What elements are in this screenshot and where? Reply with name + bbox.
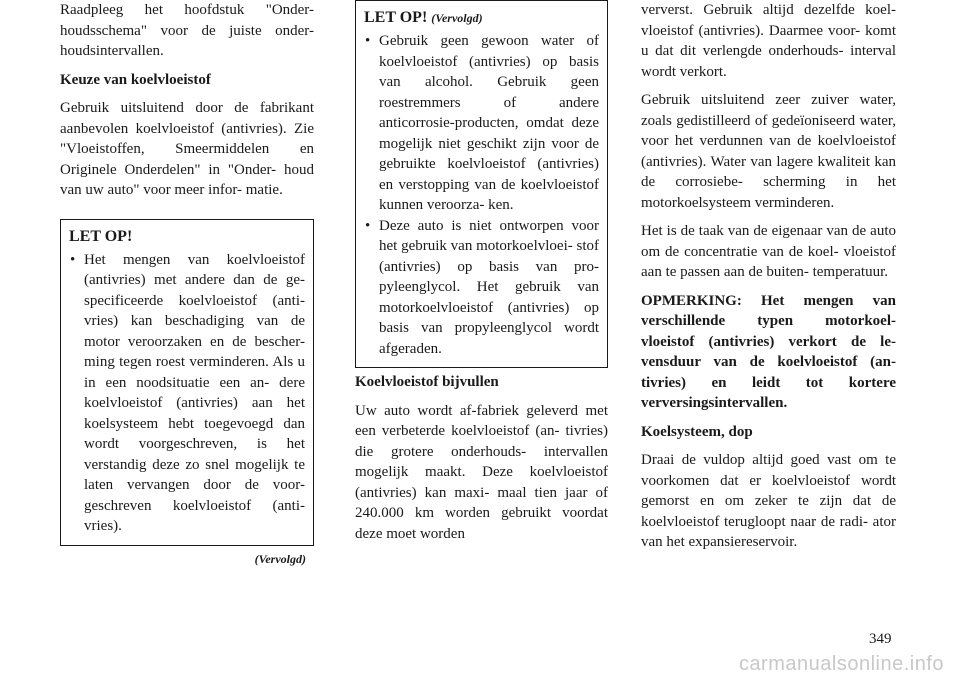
- paragraph-4: Draai de vuldop altijd goed vast om te voorkomen dat er koelvloeistof wordt gemorst en om zeker te zijn dat de koelvloeistof terugloopt naar de radi- ator van het expansiereservoir.: [641, 452, 896, 550]
- warning-item: • Gebruik geen gewoon water of koelvloeistof (antivries) op basis van alcohol. Gebruik geen roestremmers of andere anticorrosie-producten, omdat deze mogelijk niet geschikt zijn voor de gebruikte koelvloeistof (antivries) en verstopping van de koelvloeistof kunnen veroorza- ken.: [364, 31, 599, 216]
- column-middle: [355, 0, 608, 544]
- continued-tag: (Vervolgd): [431, 11, 483, 25]
- paragraph-2: Gebruik uitsluitend zeer zuiver water, zoals gedistilleerd of gedeïoniseerd water, voor het verdunnen van de koelvloeistof (antivries). Water van lagere kwaliteit kan de corrosiebe- scherming in het motorkoelsysteem verminderen.: [641, 92, 896, 211]
- warning-title: LET OP!: [69, 227, 133, 245]
- warning-list: [364, 31, 599, 359]
- warning-box-continued: [355, 0, 608, 368]
- refill-paragraph: Uw auto wordt af-fabriek geleverd met een verbeterde koelvloeistof (an- tivries) die grotere onderhouds- intervallen mogelijk maakt. Deze koelvloeistof (antivries) kan maxi- maal tien jaar of 240.000 km worden gebruikt voordat deze moet worden: [355, 402, 608, 542]
- section-heading-cap: Koelsysteem, dop: [641, 423, 753, 440]
- warning-title: [364, 7, 599, 29]
- warning-item: • Het mengen van koelvloeistof (antivries) met andere dan de ge- specificeerde koelvloeistof (anti- vries) kan beschadiging van de motor veroorzaken en de bescher- ming tegen roest verminderen. Als u in een noodsituatie een an- dere koelvloeistof (antivries) aan het koelsysteem hebt toegevoegd dan wordt voorgeschreven, is het verstandig deze zo snel mogelijk te laten vervangen door de voor- geschreven koelvloeistof (anti- vries).: [69, 250, 305, 537]
- column-right: [641, 0, 896, 553]
- section-heading-coolant-choice: Keuze van koelvloeistof: [60, 71, 211, 88]
- note-paragraph: OPMERKING: Het mengen van verschillende typen motorkoel- vloeistof (antivries) verkort de le- vensduur van de koelvloeistof (an- tivries) en leidt tot kortere verversingsintervallen.: [641, 292, 896, 411]
- coolant-choice-paragraph: Gebruik uitsluitend door de fabrikant aanbevolen koelvloeistof (antivries). Zie "Vloeistoffen, Smeermiddelen en Originele Onderdelen" in "Onder- houd van uw auto" voor meer infor- matie.: [60, 100, 314, 198]
- paragraph-3: Het is de taak van de eigenaar van de auto om de concentratie van de koel- vloeistof aan te passen aan de buiten- temperatuur.: [641, 223, 896, 280]
- paragraph-1: ververst. Gebruik altijd dezelfde koel- vloeistof (antivries). Daarmee voor- komt u dat dit verlengde onderhouds- interval wordt verkort.: [641, 2, 896, 80]
- intro-paragraph: Raadpleeg het hoofdstuk "Onder- houdsschema" voor de juiste onder- houdsintervallen.: [60, 2, 314, 59]
- warning-box: [60, 219, 314, 546]
- continued-label: (Vervolgd): [254, 551, 306, 566]
- warning-list: [69, 250, 305, 537]
- watermark: carmanualsonline.info: [738, 653, 944, 675]
- page-number: 349: [869, 631, 892, 647]
- column-left: [60, 0, 314, 567]
- warning-item: • Deze auto is niet ontworpen voor het gebruik van motorkoelvloei- stof (antivries) op basis van pro- pyleenglycol. Het gebruik van motorkoelvloeistof (antivries) op basis van propyleenglycol wordt afgeraden.: [364, 216, 599, 360]
- section-heading-refill: Koelvloeistof bijvullen: [355, 374, 499, 390]
- warning-title-text: LET OP!: [364, 9, 428, 26]
